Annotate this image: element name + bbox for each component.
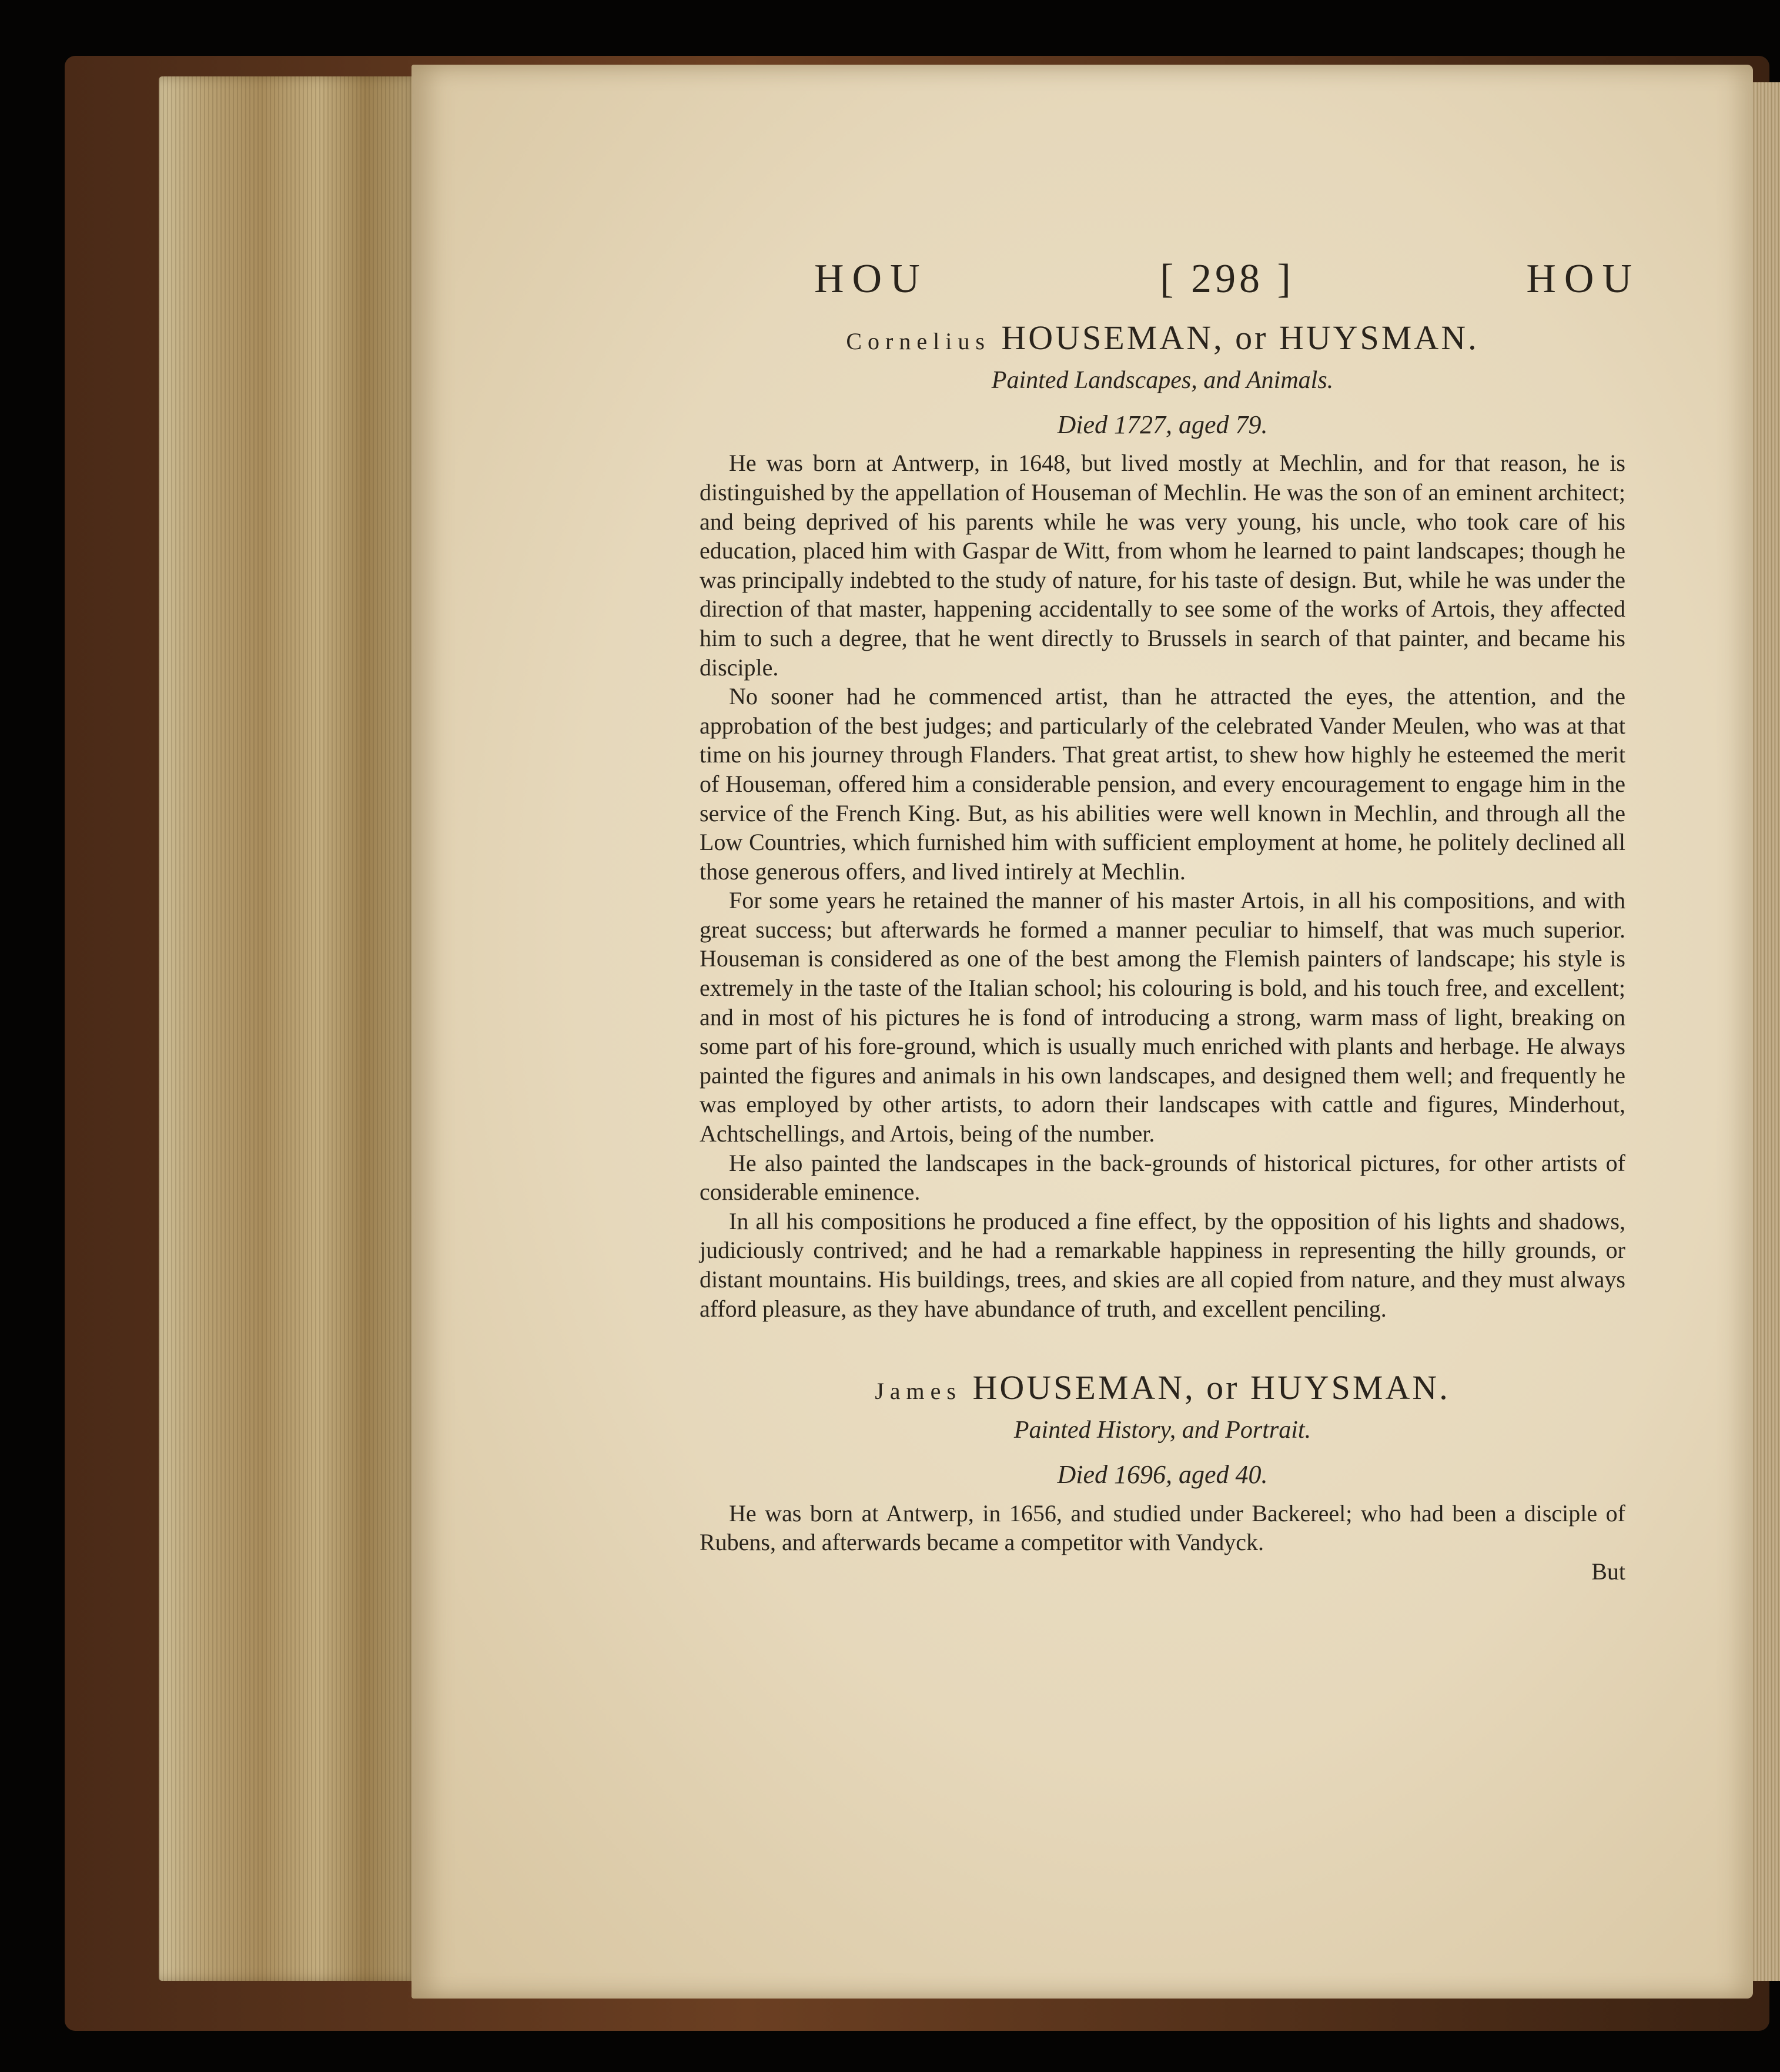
paragraph: He was born at Antwerp, in 1656, and studied under Backereel; who had been a disciple of Rubens, and afterwards became a competitor with Vandyck. — [700, 1499, 1625, 1556]
page-edges-left — [159, 76, 417, 1981]
page-edges-right — [1751, 82, 1780, 1981]
running-head — [814, 256, 1640, 302]
running-head-left: HOU — [814, 256, 928, 302]
entry-first-name: James — [875, 1378, 962, 1405]
paragraph: In all his compositions he produced a fine effect, by the opposition of his lights and shadows, judiciously contrived; and he had a remarkable happiness in representing the hilly grounds, or distant mountains. His buildings, trees, and skies are all copied from nature, and they must always afford pleasure, as they have abundance of truth, and excellent penciling. — [700, 1207, 1625, 1322]
entry-subject: Painted History, and Portrait. — [1013, 1416, 1311, 1444]
entry-heading — [700, 317, 1625, 359]
entry-heading — [700, 1367, 1625, 1408]
catchword: But — [1591, 1558, 1625, 1585]
entry-surname: HOUSEMAN, or HUYSMAN. — [1001, 319, 1479, 357]
running-head-right: HOU — [1526, 256, 1640, 302]
paragraph: For some years he retained the manner of his master Artois, in all his compositions, and with great success; but afterwards he formed a manner peculiar to himself, that was much superior. Houseman is considered as one of the best among the Flemish painters of landscape; his style is extremely in the taste of the Italian school; his colouring is bold, and his touch free, and excellent; and in most of his pictures he is fond of introducing a strong, warm mass of light, breaking on some part of his fore-ground, which is usually much enriched with plants and herbage. He always painted the figures and animals in his own landscapes, and designed them well; and frequently he was employed by other artists, to adorn their landscapes with cattle and figures, Minderhout, Achtschellings, and Artois, being of the number. — [700, 887, 1625, 1147]
entry-death: Died 1727, aged 79. — [1057, 410, 1268, 440]
paragraph: He also painted the landscapes in the back-grounds of historical pictures, for other artists of considerable eminence. — [700, 1149, 1625, 1206]
entry-death: Died 1696, aged 40. — [1057, 1460, 1268, 1489]
paragraph: He was born at Antwerp, in 1648, but lived mostly at Mechlin, and for that reason, he is distinguished by the appellation of Houseman of Mechlin. He was the son of an eminent architect; and being deprived of his parents while he was very young, his uncle, who took care of his education, placed him with Gaspar de Witt, from whom he learned to paint landscapes; though he was principally indebted to the study of nature, for his taste of design. But, while he was under the direction of that master, happening accidentally to see some of the works of Artois, they affected him to such a degree, that he went directly to Brussels in search of that painter, and became his disciple. — [700, 450, 1625, 681]
entry-first-name: Cornelius — [846, 328, 991, 354]
entry-subject: Painted Landscapes, and Animals. — [991, 366, 1334, 394]
page-number: [ 298 ] — [1160, 256, 1294, 302]
paragraph: No sooner had he commenced artist, than he attracted the eyes, the attention, and the approbation of the best judges; and particularly of the celebrated Vander Meulen, who was at that time on his journey through Flanders. That great artist, to shew how highly he esteemed the merit of Houseman, offered him a considerable pension, and every encouragement to engage him in the service of the French King. But, as his abilities were well known in Mechlin, and through all the Low Countries, which furnished him with sufficient employment at home, he politely declined all those generous offers, and lived intirely at Mechlin. — [700, 683, 1625, 885]
page-text — [700, 256, 1640, 1586]
section-gap — [700, 1323, 1625, 1350]
entry-surname: HOUSEMAN, or HUYSMAN. — [972, 1368, 1450, 1407]
